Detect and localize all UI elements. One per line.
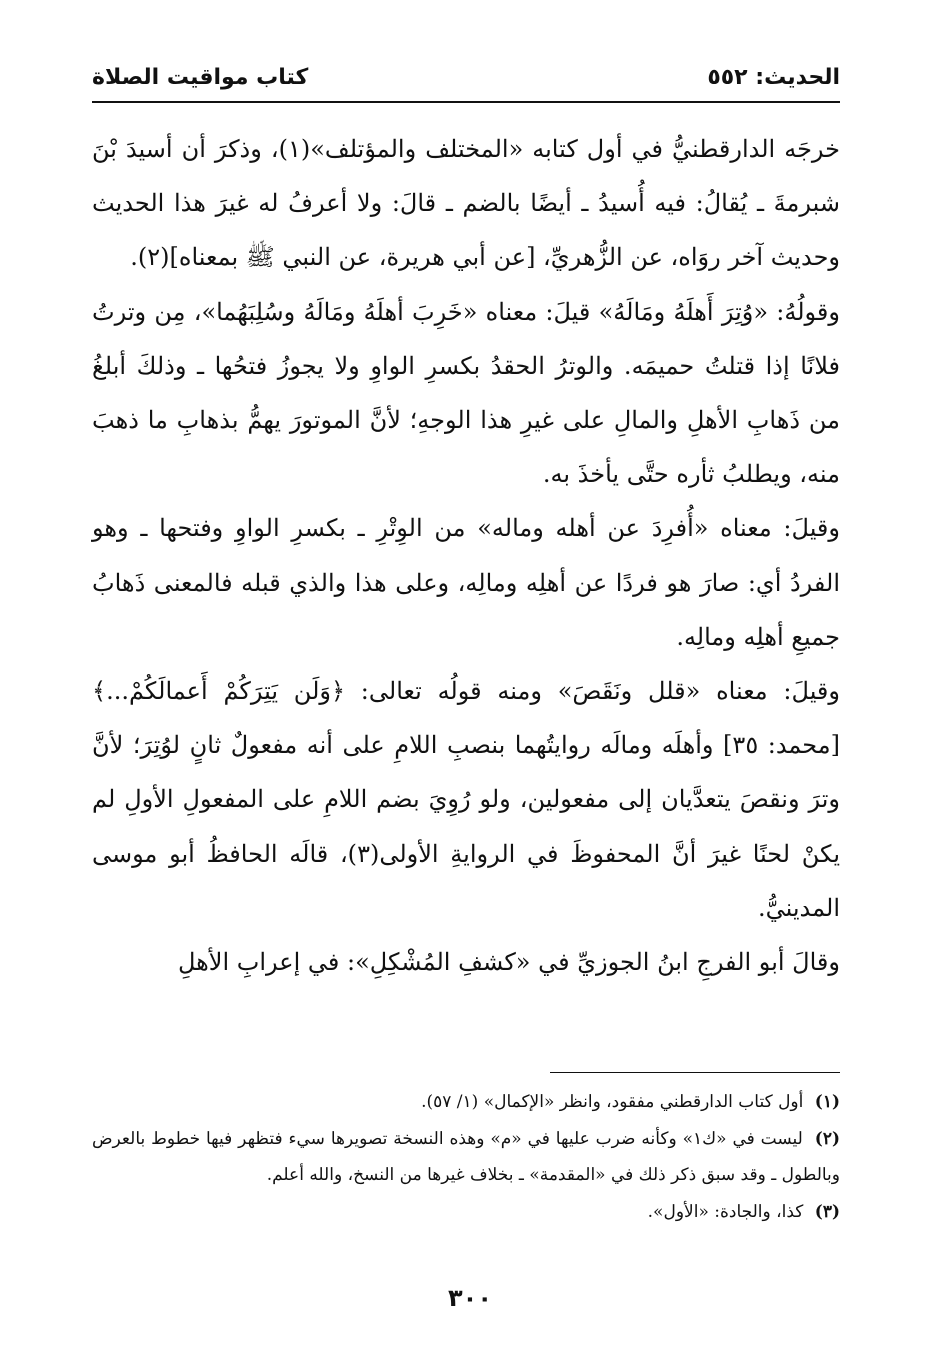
footnote-number: (٣) xyxy=(814,1201,840,1222)
paragraph-1: خرجَه الدارقطنيُّ في أول كتابه «المختلف والمؤتلف»(١)، وذكرَ أن أسيدَ بْنَ شبرمةَ ـ يُقالُ: فيه أُسيدُ ـ أيضًا بالضم ـ قالَ: ولا أعرفُ له غيرَ هذا الحديث وحديث آخر روَاه، عن الزُّهريِّ، [عن أبي هريرة، عن النبي ﷺ بمعناه](٢). xyxy=(92,135,840,272)
footnote-number: (٢) xyxy=(814,1128,841,1149)
main-text xyxy=(92,122,840,989)
footnote-text: أول كتاب الدارقطني مفقود، وانظر «الإكمال» (١/ ٥٧). xyxy=(421,1092,804,1112)
footnote-text: ليست في «ك١» وكأنه ضرب عليها في «م» وهذه النسخة تصويرها سيء فتظهر فيها خطوط بالعرض وبالطول ـ وقد سبق ذكر ذلك في «المقدمة» ـ بخلاف غيرها من النسخ، والله أعلم. xyxy=(92,1128,840,1185)
footnote-1 xyxy=(92,1084,840,1121)
footnotes xyxy=(92,1084,840,1230)
paragraph-5: وقالَ أبو الفرجِ ابنُ الجوزيِّ في «كشفِ المُشْكِلِ»: في إعرابِ الأهلِ xyxy=(177,948,840,977)
paragraph-2: وقولُهُ: «وُتِرَ أَهلَهُ ومَالَهُ» قيلَ: معناه «خَرِبَ أهلَهُ ومَالَهُ وسُلِبَهُما»، مِن وترتُ فلانًا إذا قتلتُ حميمَه. والوترُ الحقدُ بكسرِ الواوِ ولا يجوزُ فتحُها ـ وذلكَ أبلغُ من ذَهابِ الأهلِ والمالِ على غيرِ هذا الوجهِ؛ لأنَّ الموتورَ يهمُّ بذهابِ ما ذهبَ منه، ويطلبُ ثأره حتَّى يأخذَ به. xyxy=(92,297,840,489)
footnote-text: كذا، والجادة: «الأول». xyxy=(647,1201,804,1222)
running-header xyxy=(92,55,840,99)
footnote-divider xyxy=(550,1072,840,1073)
footnote-2 xyxy=(92,1121,840,1194)
header-divider xyxy=(92,101,840,103)
footnote-3 xyxy=(92,1194,840,1231)
paragraph-3: وقيلَ: معناه «أُفرِدَ عن أهله وماله» من الوِتْرِ ـ بكسرِ الواوِ وفتحها ـ وهو الفردُ أي: صارَ هو فردًا عن أهلِه ومالِه، وعلى هذا والذي قبله فالمعنى ذَهابُ جميعِ أهلِه ومالِه. xyxy=(92,514,841,651)
paragraph-4: وقيلَ: معناه «قلل ونَقَصَ» ومنه قولُه تعالى: ﴿وَلَن يَتِرَكُمْ أَعمالَكُمْ...﴾ [محمد: ٣٥] وأهلَه ومالَه روايتُهما بنصبِ اللامِ على أنه مفعولٌ ثانٍ لوُتِرَ؛ لأنَّ وترَ ونقصَ يتعدَّيان إلى مفعولين، ولو رُوِيَ بضم اللامِ على المفعولِ الأولِ لم يكنْ لحنًا غيرَ أنَّ المحفوظَ في الروايةِ الأولى(٣)، قالَه الحافظُ أبو موسى المدينيُّ. xyxy=(92,677,841,922)
footnote-number: (١) xyxy=(814,1092,840,1112)
header-book-title: كتاب مواقيت الصلاة xyxy=(92,64,309,90)
page-number: ٣٠٠ xyxy=(448,1284,492,1312)
header-hadith-number: الحديث: ٥٥٢ xyxy=(707,64,840,90)
